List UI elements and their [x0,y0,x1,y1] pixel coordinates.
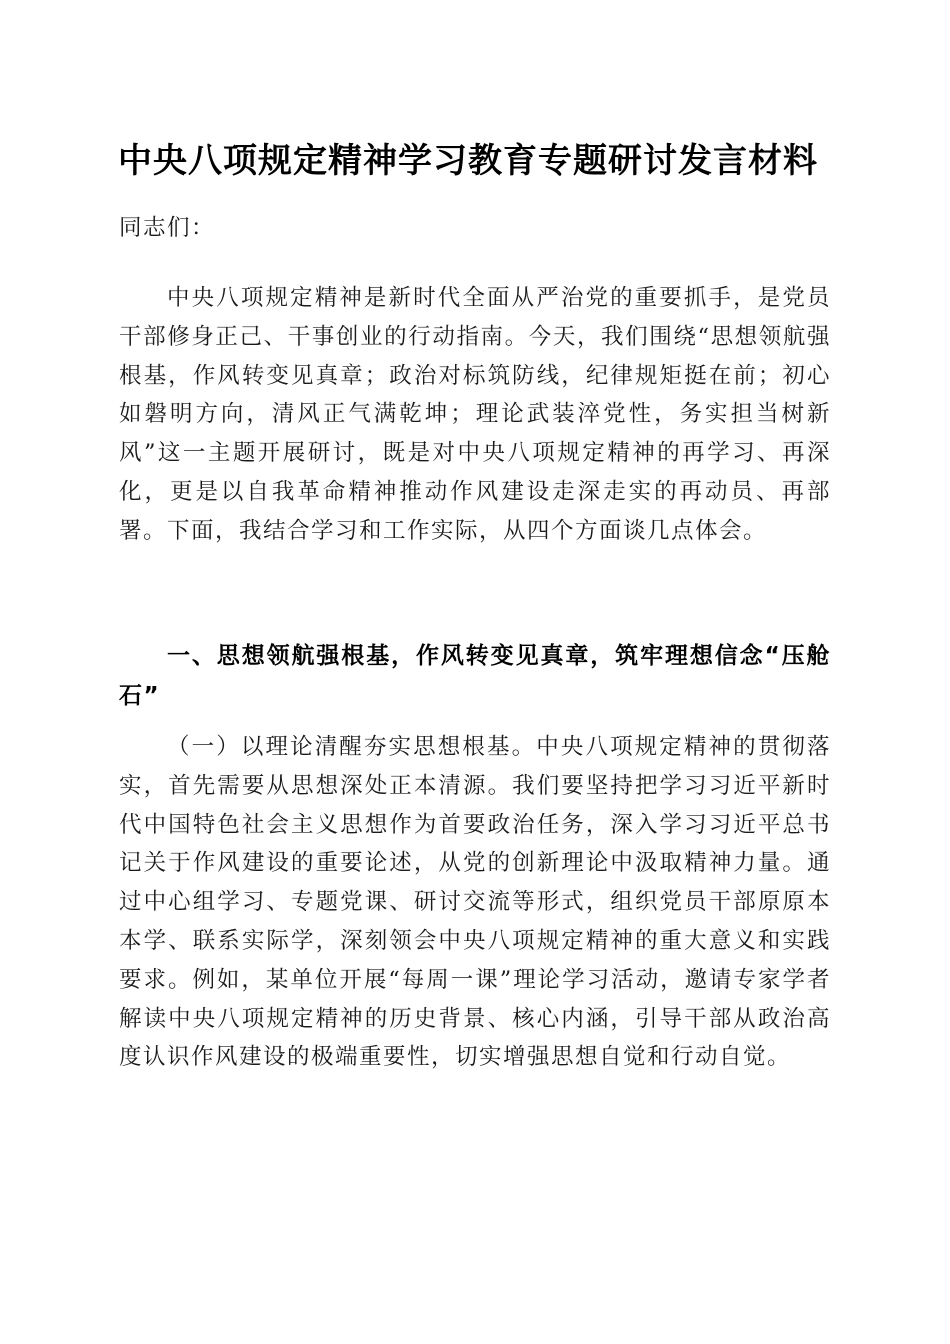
salutation: 同志们： [119,215,216,241]
document-title: 中央八项规定精神学习教育专题研讨发言材料 [118,141,818,181]
intro-paragraph: 中央八项规定精神是新时代全面从严治党的重要抓手，是党员干部修身正己、干事创业的行动指南。今天，我们围绕“思想领航强根基，作风转变见真章；政治对标筑防线，纪律规矩挺在前；初心如磐明方向，清风正气满乾坤；理论武装淬党性，务实担当树新风”这一主题开展研讨，既是对中央八项规定精神的再学习、再深化，更是以自我革命精神推动作风建设走深走实的再动员、再部署。下面，我结合学习和工作实际，从四个方面谈几点体会。 [119,285,831,544]
section-heading-1: 一、思想领航强根基，作风转变见真章，筑牢理想信念“压舱石” [119,643,831,709]
section-1-paragraph-1: （一）以理论清醒夯实思想根基。中央八项规定精神的贯彻落实，首先需要从思想深处正本清源。我们要坚持把学习习近平新时代中国特色社会主义思想作为首要政治任务，深入学习习近平总书记关于作风建设的重要论述，从党的创新理论中汲取精神力量。通过中心组学习、专题党课、研讨交流等形式，组织党员干部原原本本学、联系实际学，深刻领会中央八项规定精神的重大意义和实践要求。例如，某单位开展“每周一课”理论学习活动，邀请专家学者解读中央八项规定精神的历史背景、核心内涵，引导干部从政治高度认识作风建设的极端重要性，切实增强思想自觉和行动自觉。 [119,734,831,1071]
